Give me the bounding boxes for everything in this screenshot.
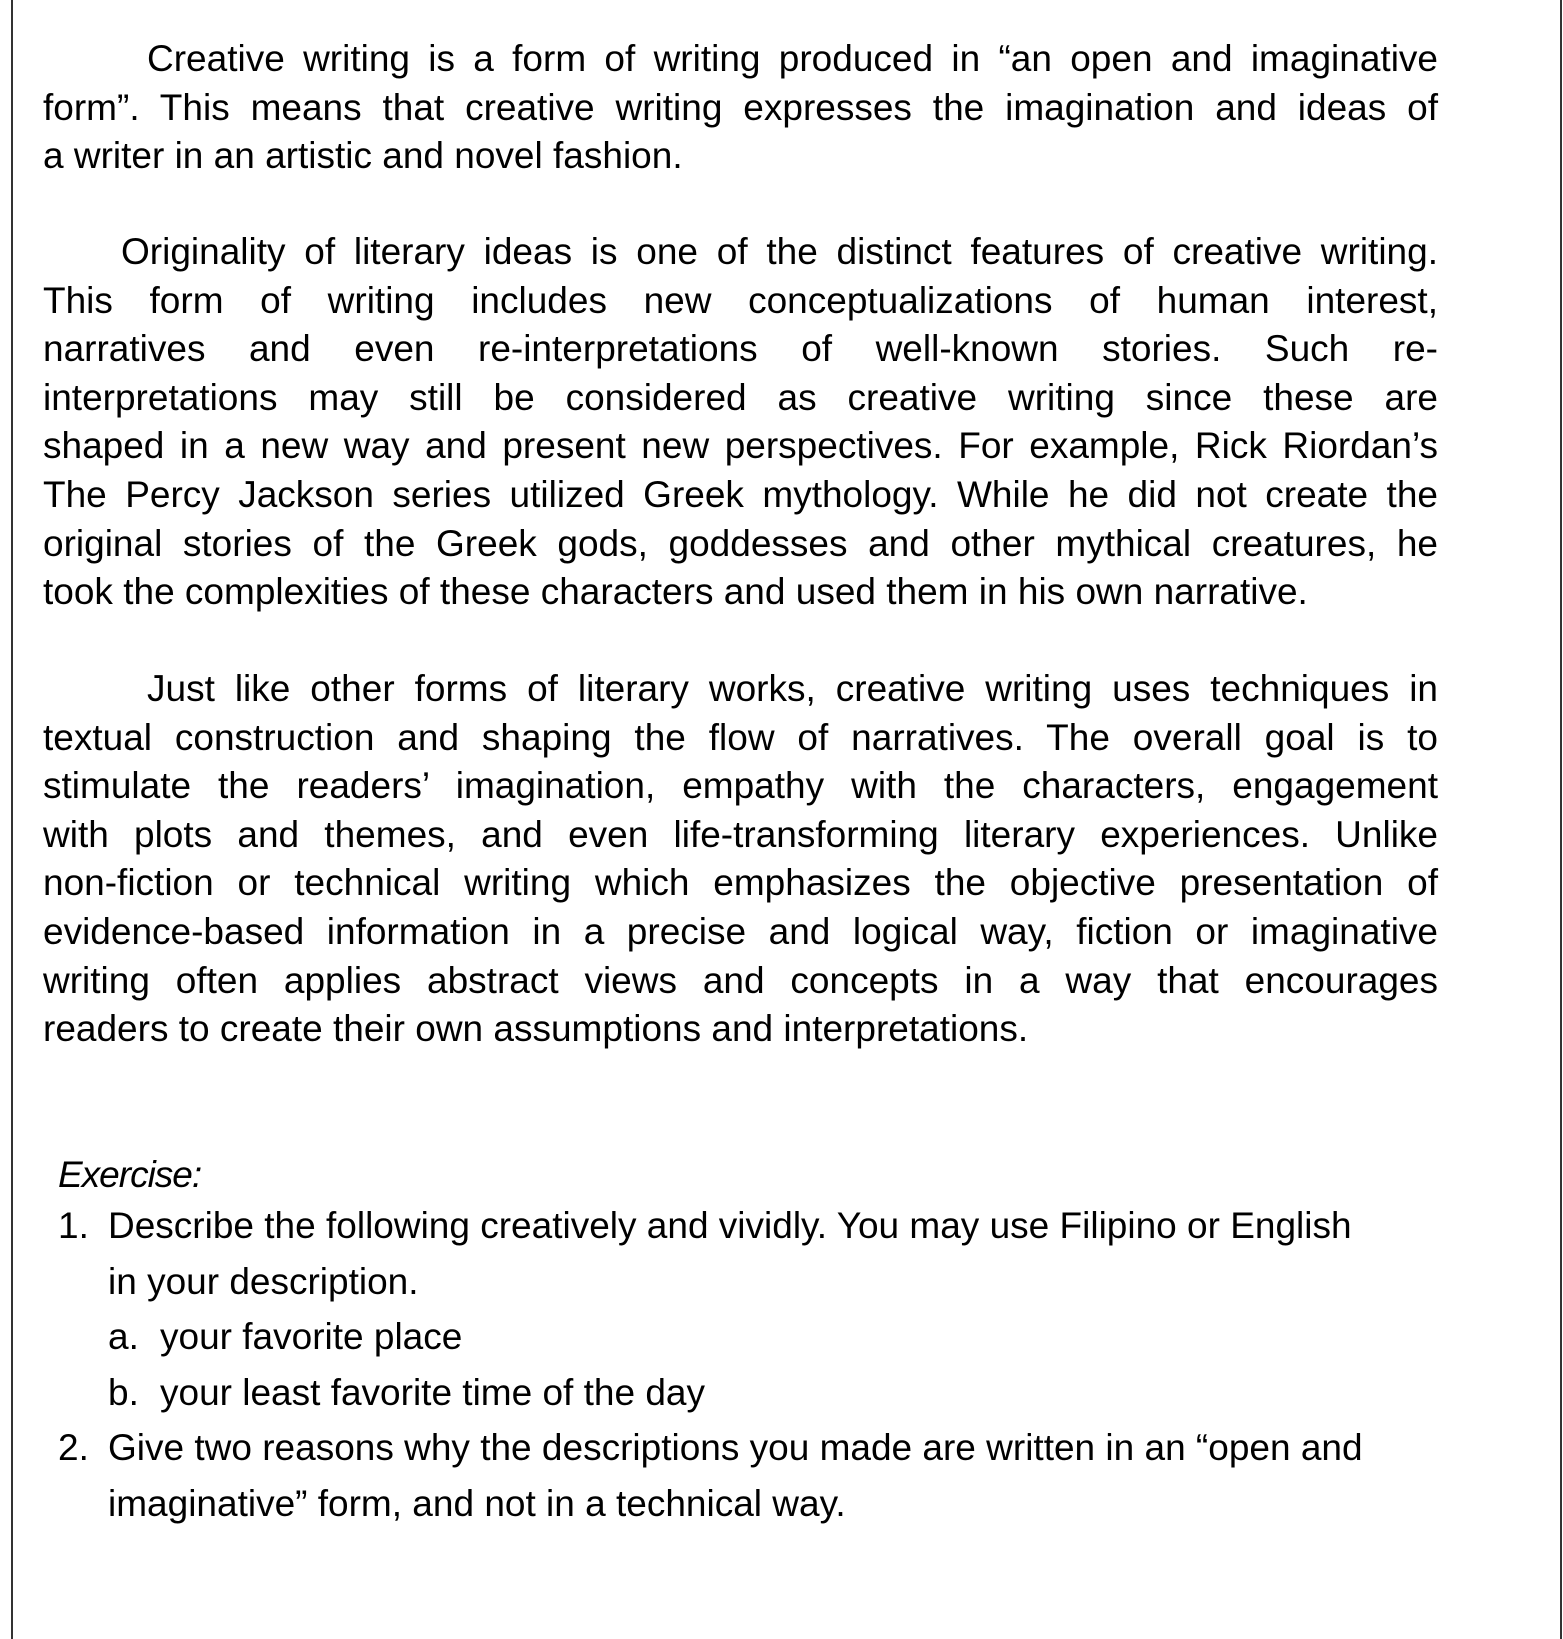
text-line: Creative writing is a form of writing produced in “an open and imaginative bbox=[147, 38, 1438, 79]
item-number: 1. bbox=[58, 1205, 89, 1246]
subitem-letter: a. bbox=[108, 1316, 139, 1358]
item-text: Give two reasons why the descriptions you made are written in an “open and bbox=[108, 1427, 1363, 1469]
item-number: 2. bbox=[58, 1427, 89, 1469]
item-text: Describe the following creatively and vividly. You may use Filipino or English bbox=[108, 1205, 1352, 1246]
text-line: evidence-based information in a precise and logical way, fiction or imaginative bbox=[43, 910, 1438, 952]
text-line: took the complexities of these characters and used them in his own narrative. bbox=[43, 571, 1308, 613]
text-line: Originality of literary ideas is one of the distinct features of creative writing. bbox=[121, 231, 1438, 272]
text-line: a writer in an artistic and novel fashion. bbox=[43, 135, 683, 177]
text-line: The Percy Jackson series utilized Greek mythology. While he did not create the bbox=[43, 473, 1438, 515]
item-text: in your description. bbox=[108, 1260, 419, 1302]
subitem-text: your favorite place bbox=[160, 1316, 463, 1358]
text-line: non-fiction or technical writing which emphasizes the objective presentation of bbox=[43, 862, 1438, 904]
text-line: stimulate the readers’ imagination, empathy with the characters, engagement bbox=[43, 765, 1438, 807]
text-line: writing often applies abstract views and concepts in a way that encourages bbox=[43, 959, 1438, 1001]
exercise-subitem bbox=[58, 1365, 1538, 1421]
text-line: narratives and even re-interpretations of well-known stories. Such re- bbox=[43, 328, 1438, 370]
text-line: with plots and themes, and even life-transforming literary experiences. Unlike bbox=[43, 813, 1438, 855]
paragraph-3 bbox=[43, 665, 1438, 1054]
text-line: shaped in a new way and present new perspectives. For example, Rick Riordan’s bbox=[43, 425, 1438, 467]
subitem-text: your least favorite time of the day bbox=[160, 1371, 705, 1413]
exercise-list bbox=[58, 1198, 1538, 1532]
text-line: Just like other forms of literary works, creative writing uses techniques in bbox=[147, 668, 1438, 709]
exercise-item-line bbox=[58, 1420, 1538, 1476]
paragraph-2 bbox=[43, 228, 1438, 617]
exercise-item-line bbox=[58, 1254, 1538, 1310]
exercise-title: Exercise: bbox=[58, 1154, 202, 1195]
text-line: original stories of the Greek gods, goddesses and other mythical creatures, he bbox=[43, 522, 1438, 564]
text-line: readers to create their own assumptions and interpretations. bbox=[43, 1008, 1029, 1050]
exercise-item-line bbox=[58, 1198, 1538, 1254]
text-line: This form of writing includes new conceptualizations of human interest, bbox=[43, 279, 1438, 321]
text-line: form”. This means that creative writing expresses the imagination and ideas of bbox=[43, 86, 1438, 128]
exercise-item-line bbox=[58, 1476, 1538, 1532]
text-line: textual construction and shaping the flow of narratives. The overall goal is to bbox=[43, 716, 1438, 758]
exercise-subitem bbox=[58, 1309, 1538, 1365]
subitem-letter: b. bbox=[108, 1371, 139, 1413]
paragraph-1 bbox=[43, 35, 1438, 181]
item-text: imaginative” form, and not in a technical way. bbox=[108, 1482, 846, 1524]
text-line: interpretations may still be considered as creative writing since these are bbox=[43, 376, 1438, 418]
